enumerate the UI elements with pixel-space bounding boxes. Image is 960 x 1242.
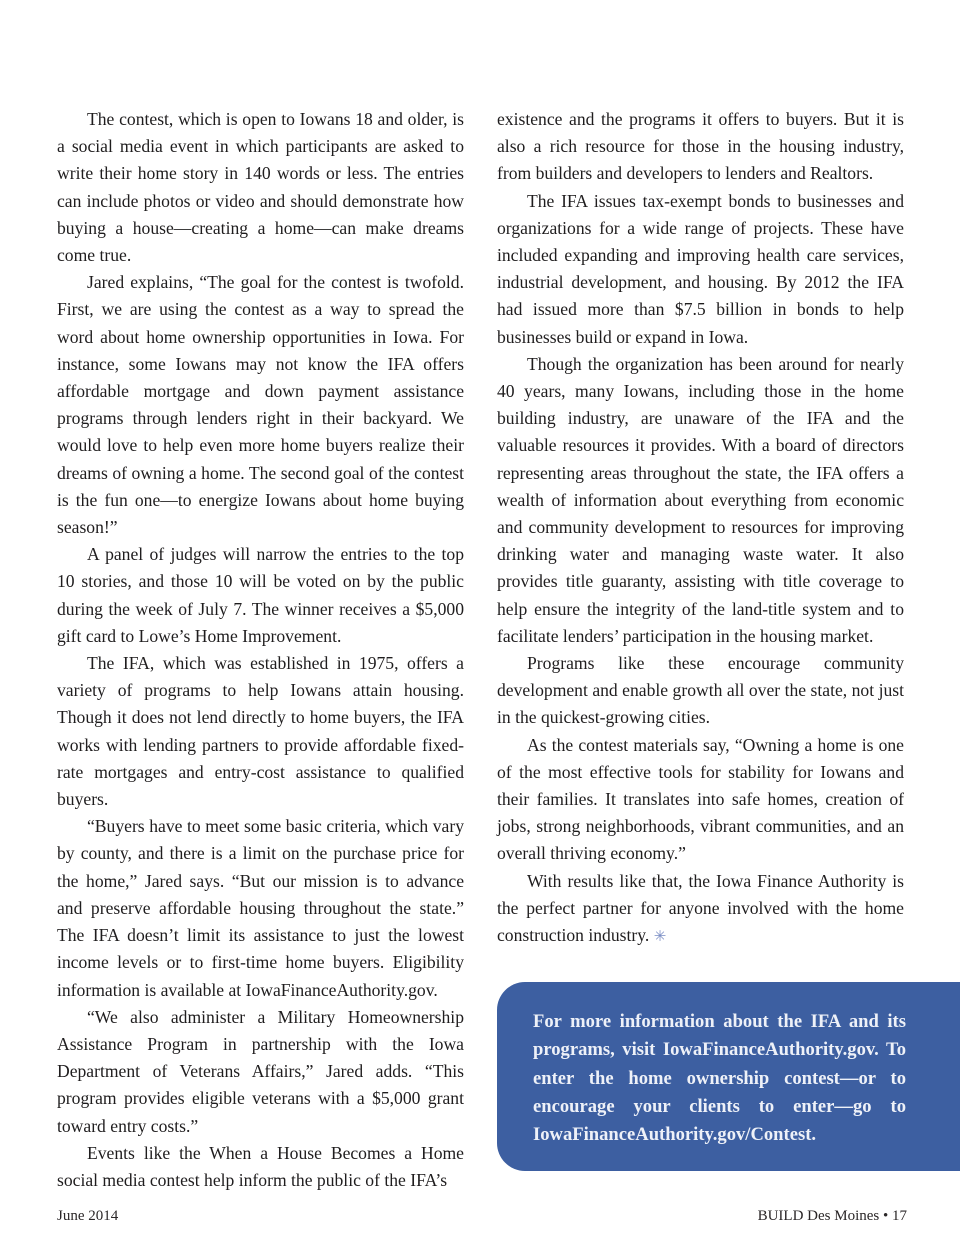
callout-text: For more information about the IFA and its programs, visit IowaFinanceAuthority.gov. To enter the home ownership contest—or to encourage your clients to enter—go to IowaFinanceAuthority.gov/Contest. — [533, 1011, 906, 1146]
paragraph: A panel of judges will narrow the entries to the top 10 stories, and those 10 will be voted on by the public during the week of July 7. The winner receives a $5,000 gift card to Lowe’s Home Improvement. — [57, 544, 464, 646]
paragraph: “Buyers have to meet some basic criteria, which vary by county, and there is a limit on the purchase price for the home,” Jared says. “But our mission is to advance and preserve affordable housing throughout the state.” The IFA doesn’t limit its assistance to just the lowest income levels or to first-time home buyers. Eligibility information is available at IowaFinanceAuthority.gov. — [57, 816, 464, 1000]
paragraph: existence and the programs it offers to buyers. But it is also a rich resource for those in the housing industry, from builders and developers to lenders and Realtors. — [497, 109, 904, 184]
info-callout-box — [497, 982, 960, 1171]
article-end-asterisk-icon: ✳ — [653, 929, 667, 946]
paragraph: Events like the When a House Becomes a Home social media contest help inform the public of the IFA’s — [57, 1142, 464, 1190]
paragraph: The contest, which is open to Iowans 18 and older, is a social media event in which participants are asked to write their home story in 140 words or less. The entries can include photos or video and should demonstrate how buying a house—creating a home—can make dreams come true. — [57, 109, 464, 266]
right-text-column — [497, 106, 904, 951]
paragraph: Programs like these encourage community development and enable growth all over the state, not just in the quickest-growing cities. — [497, 653, 904, 728]
paragraph: The IFA issues tax-exempt bonds to businesses and organizations for a wide range of projects. These have included expanding and improving health care services, industrial development, and housing. By 2012 the IFA had issued more than $7.5 billion in bonds to help businesses build or expand in Iowa. — [497, 190, 904, 347]
footer-issue-date: June 2014 — [57, 1208, 119, 1224]
paragraph: Though the organization has been around for nearly 40 years, many Iowans, including those in the home building industry, are unaware of the IFA and the valuable resources it provides. With a board of directors representing areas throughout the state, the IFA offers a wealth of information about everything from economic and community development to resources for improving drinking water and managing waste water. It also provides title guaranty, assisting with title coverage to help ensure the integrity of the land-title system and to facilitate lenders’ participation in the housing market. — [497, 353, 904, 646]
paragraph-text: With results like that, the Iowa Finance Authority is the perfect partner for anyone involved with the home construction industry. — [497, 870, 904, 946]
paragraph: The IFA, which was established in 1975, offers a variety of programs to help Iowans attain housing. Though it does not lend directly to home buyers, the IFA works with lending partners to provide affordable fixed-rate mortgages and entry-cost assistance to qualified buyers. — [57, 653, 464, 810]
paragraph: Jared explains, “The goal for the contest is twofold. First, we are using the contest as a way to spread the word about home ownership opportunities in Iowa. For instance, some Iowans may not know the IFA offers affordable mortgage and down payment assistance programs through lenders right in their backyard. We would love to help even more home buyers realize their dreams of owning a home. The second goal of the contest is the fun one—to energize Iowans about home buying season!” — [57, 272, 464, 538]
left-text-column — [57, 106, 464, 1194]
paragraph: “We also administer a Military Homeownership Assistance Program in partnership with the Iowa Department of Veterans Affairs,” Jared adds. “This program provides eligible veterans with a $5,000 grant toward entry costs.” — [57, 1006, 464, 1136]
paragraph: As the contest materials say, “Owning a home is one of the most effective tools for stability for Iowans and their families. It translates into safe homes, creation of jobs, strong neighborhoods, vibrant communities, and an overall thriving economy.” — [497, 734, 904, 864]
footer-publication-page-number: BUILD Des Moines • 17 — [757, 1208, 907, 1224]
paragraph — [497, 868, 904, 952]
